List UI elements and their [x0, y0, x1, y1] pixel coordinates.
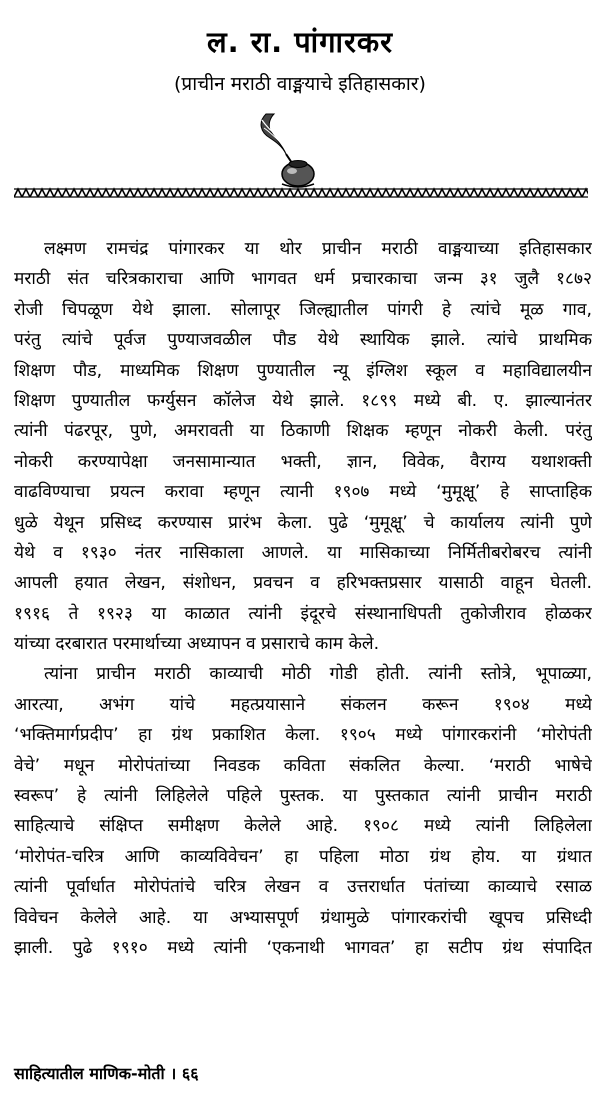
text-line: शिक्षण पौड, माध्यमिक शिक्षण पुण्यातील न्यू इंग्लिश स्कूल व महाविद्यालयीन: [14, 360, 592, 381]
text-line: ‘भक्तिमार्गप्रदीप’ हा ग्रंथ प्रकाशित केला. १९०५ मध्ये पांगारकरांनी ‘मोरोपंती: [14, 725, 592, 746]
body-text: [14, 234, 592, 963]
text-line: रोजी चिपळूण येथे झाला. सोलापूर जिल्ह्यातील पांगरी हे त्यांचे मूळ गाव,: [14, 299, 592, 320]
text-line: नोकरी करण्यापेक्षा जनसामान्यात भक्ती, ज्ञान, विवेक, वैराग्य यथाशक्ती: [14, 451, 592, 472]
text-line: शिक्षण पुण्यातील फर्ग्युसन कॉलेज येथे झाले. १८९९ मध्ये बी. ए. झाल्यानंतर: [14, 390, 592, 411]
text-line: वाढविण्याचा प्रयत्न करावा म्हणून त्यानी १९०७ मध्ये ‘मुमूक्षू’ हे साप्ताहिक: [14, 482, 592, 503]
paragraph-2: [14, 659, 592, 963]
text-line: १९१६ ते १९२३ या काळात त्यांनी इंदूरचे संस्थानाधिपती तुकोजीराव होळकर: [14, 603, 592, 624]
text-line: विवेचन केलेले आहे. या अभ्यासपूर्ण ग्रंथामुळे पांगारकरांची खूपच प्रसिध्दी: [14, 907, 592, 928]
page-footer: साहित्यातील माणिक-मोती । ६६: [14, 1064, 199, 1083]
text-line: मराठी संत चरित्रकाराचा आणि भागवत धर्म प्रचारकाचा जन्म ३१ जुलै १८७२: [14, 269, 592, 290]
text-line: स्वरूप’ हे त्यांनी लिहिलेले पहिले पुस्तक. या पुस्तकात त्यांनी प्राचीन मराठी: [14, 786, 592, 807]
text-line: त्यांनी पंढरपूर, पुणे, अमरावती या ठिकाणी शिक्षक म्हणून नोकरी केली. परंतु: [14, 421, 592, 442]
text-line: येथे व १९३० नंतर नासिकाला आणले. या मासिकाच्या निर्मितीबरोबरच त्यांनी: [14, 542, 592, 563]
text-line: आपली हयात लेखन, संशोधन, प्रवचन व हरिभक्तप्रसार यासाठी वाहून घेतली.: [14, 573, 592, 594]
text-line: त्यांनी पूर्वार्धात मोरोपंतांचे चरित्र लेखन व उत्तरार्धात पंतांच्या काव्याचे रसाळ: [14, 877, 592, 898]
text-line: त्यांना प्राचीन मराठी काव्याची मोठी गोडी होती. त्यांनी स्तोत्रे, भूपाळ्या,: [44, 664, 592, 685]
text-line: साहित्याचे संक्षिप्त समीक्षण केलेले आहे. १९०८ मध्ये त्यांनी लिहिलेला: [14, 816, 592, 837]
text-line: आरत्या, अभंग यांचे महत्प्रयासाने संकलन करून १९०४ मध्ये: [14, 694, 592, 715]
page-title: ल. रा. पांगारकर: [206, 25, 394, 59]
text-line: यांच्या दरबारात परमार्थाच्या अध्यापन व प्रसाराचे काम केले.: [14, 634, 380, 655]
quill-inkpot-icon: [252, 108, 322, 190]
paragraph-1: [14, 234, 592, 659]
text-line: लक्ष्मण रामचंद्र पांगारकर या थोर प्राचीन मराठी वाङ्मयाच्या इतिहासकार: [44, 239, 592, 259]
text-line: परंतु त्यांचे पूर्वज पुण्याजवळील पौड येथे स्थायिक झाले. त्यांचे प्राथमिक: [14, 330, 592, 351]
page-subtitle: (प्राचीन मराठी वाङ्मयाचे इतिहासकार): [174, 73, 426, 95]
text-line: धुळे येथून प्रसिध्द करण्यास प्रारंभ केला. पुढे ‘मुमूक्षू’ चे कार्यालय त्यांनी पुणे: [14, 512, 592, 533]
text-line: वेचे’ मधून मोरोपंतांच्या निवडक कविता संकलित केल्या. ‘मराठी भाषेचे: [14, 755, 592, 776]
text-line: ‘मोरोपंत-चरित्र आणि काव्यविवेचन’ हा पहिला मोठा ग्रंथ होय. या ग्रंथात: [14, 846, 592, 867]
text-line: झाली. पुढे १९१० मध्ये त्यांनी ‘एकनाथी भागवत’ हा सटीप ग्रंथ संपादित: [14, 937, 592, 958]
ornamental-divider: [14, 186, 588, 200]
